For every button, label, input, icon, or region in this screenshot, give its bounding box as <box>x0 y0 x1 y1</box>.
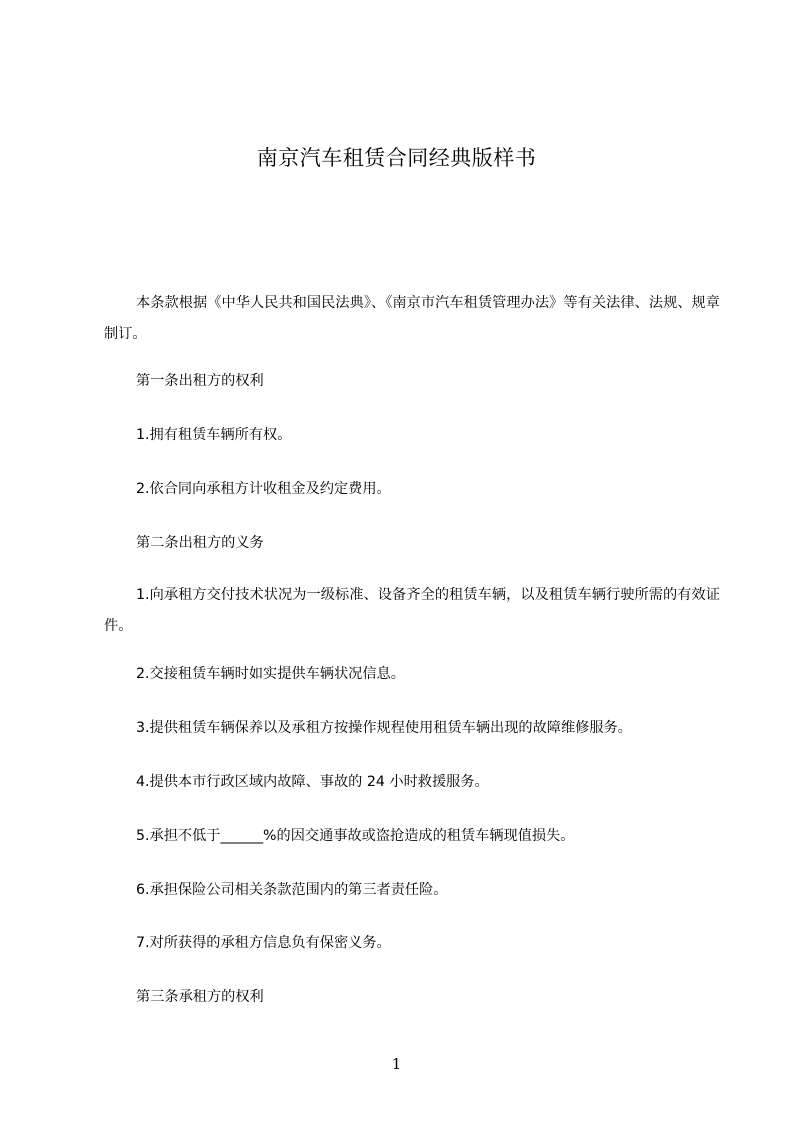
document-title: 南京汽车租赁合同经典版样书 <box>256 146 537 170</box>
page-number: 1 <box>391 1055 402 1073</box>
article-2-item-2: 2.交接租赁车辆时如实提供车辆状况信息。 <box>136 666 405 682</box>
article-2-item-6: 6.承担保险公司相关条款范围内的第三者责任险。 <box>136 882 448 898</box>
article-2-item-5: 5.承担不低于______%的因交通事故或盗抢造成的租赁车辆现值损失。 <box>136 828 575 844</box>
article-3-heading: 第三条承租方的权利 <box>136 989 264 1005</box>
article-1-item-1: 1.拥有租赁车辆所有权。 <box>136 427 292 443</box>
article-2-item-3: 3.提供租赁车辆保养以及承租方按操作规程使用租赁车辆出现的故障维修服务。 <box>136 720 632 736</box>
article-2-heading: 第二条出租方的义务 <box>136 535 264 551</box>
article-2-item-1: 1.向承租方交付技术状况为一级标准、设备齐全的租赁车辆，以及租赁车辆行驶所需的有效证件。 <box>104 587 720 634</box>
article-1-item-2: 2.依合同向承租方计收租金及约定费用。 <box>136 481 391 497</box>
article-1-heading: 第一条出租方的权利 <box>136 373 264 389</box>
article-2-item-7: 7.对所获得的承租方信息负有保密义务。 <box>136 935 391 951</box>
intro-paragraph: 本条款根据《中华人民共和国民法典》、《南京市汽车租赁管理办法》等有关法律、法规、规章制订。 <box>104 295 720 342</box>
article-2-item-4: 4.提供本市行政区域内故障、事故的 24 小时救援服务。 <box>136 774 489 790</box>
